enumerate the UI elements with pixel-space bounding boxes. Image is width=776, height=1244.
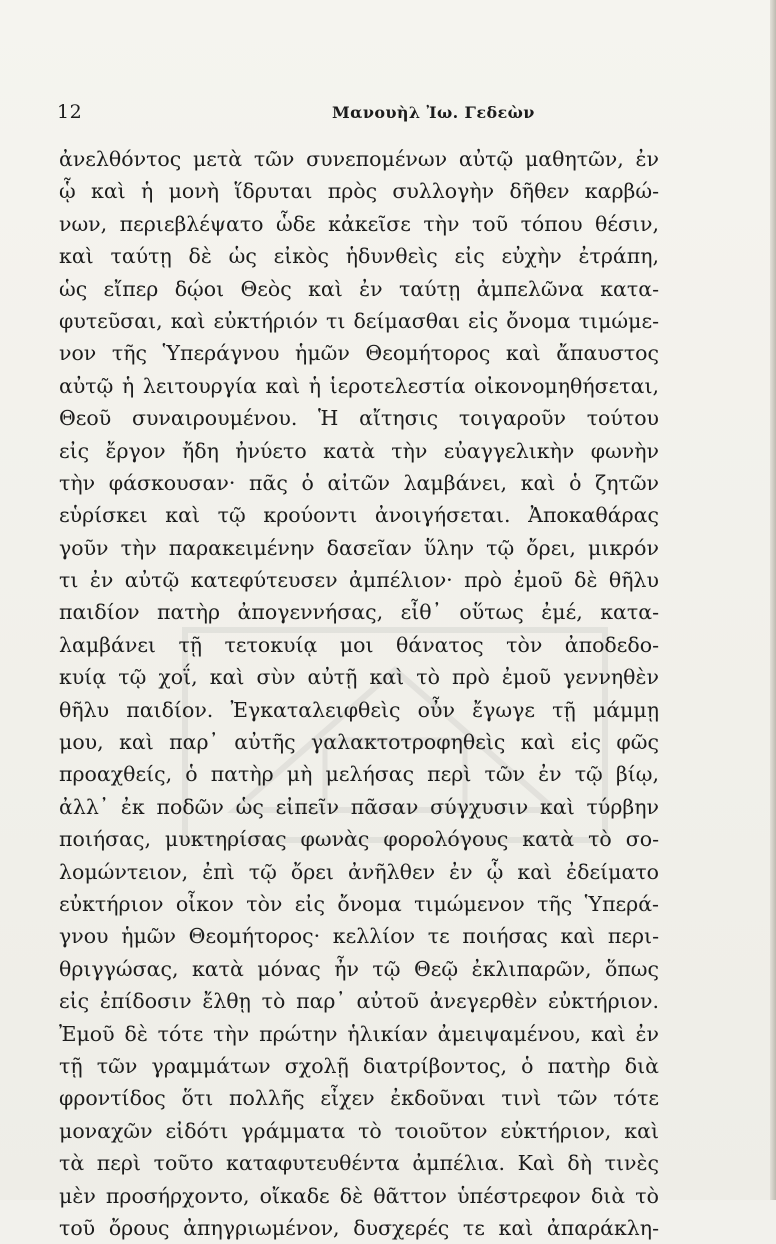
page-header [57, 101, 657, 127]
text-line: τὰ περὶ τοῦτο καταφυτευθέντα ἀμπέλια. Καὶ δὴ τινὲς [59, 1151, 659, 1176]
text-line: τῇ τῶν γραμμάτων σχολῇ διατρίβοντος, ὁ πατὴρ διὰ [59, 1053, 659, 1078]
text-line: Ἐμοῦ δὲ τότε τὴν πρώτην ἡλικίαν ἀμειψαμένου, καὶ ἐν [59, 1021, 659, 1046]
text-line: ἀνελθόντος μετὰ τῶν συνεπομένων αὐτῷ μαθητῶν, ἐν [59, 147, 659, 171]
text-line: τοῦ ὄρους ἀπηγριωμένον, δυσχερές τε καὶ ἀπαράκλη- [59, 1215, 659, 1240]
text-line: τι ἐν αὐτῷ κατεφύτευσεν ἀμπέλιον· πρὸ ἐμοῦ δὲ θῆλυ [59, 568, 659, 593]
text-line: μὲν προσήρχοντο, οἴκαδε δὲ θᾶττον ὑπέστρεφον διὰ τὸ [59, 1183, 659, 1208]
text-line: τὴν φάσκουσαν· πᾶς ὁ αἰτῶν λαμβάνει, καὶ ὁ ζητῶν [59, 470, 659, 495]
text-line: ᾧ καὶ ἡ μονὴ ἵδρυται πρὸς συλλογὴν δῆθεν καρβώ- [59, 179, 659, 204]
text-line: γνου ἡμῶν Θεομήτορος· κελλίον τε ποιήσας καὶ περι- [59, 924, 659, 949]
text-line: θῆλυ παιδίον. Ἐγκαταλειφθεὶς οὖν ἔγωγε τῇ μάμμῃ [59, 697, 659, 722]
text-line: παιδίον πατὴρ ἀπογεννήσας, εἶθ᾽ οὕτως ἐμέ, κατα- [59, 600, 659, 625]
text-line: γοῦν τὴν παρακειμένην δασεῖαν ὕλην τῷ ὄρει, μικρόν [59, 535, 659, 560]
text-line: ὡς εἴπερ δῴοι Θεὸς καὶ ἐν ταύτῃ ἀμπελῶνα κατα- [59, 276, 659, 301]
text-line: εἰς ἐπίδοσιν ἔλθῃ τὸ παρ᾽ αὐτοῦ ἀνεγερθὲν εὐκτήριον. [59, 989, 659, 1014]
text-line: ἀλλ᾽ ἐκ ποδῶν ὡς εἰπεῖν πᾶσαν σύγχυσιν καὶ τύρβην [59, 794, 659, 819]
text-line: νων, περιεβλέψατο ὧδε κἀκεῖσε τὴν τοῦ τόπου θέσιν, [59, 211, 659, 236]
text-line: εὑρίσκει καὶ τῷ κρούοντι ἀνοιγήσεται. Ἀποκαθάρας [59, 503, 659, 528]
running-head: Μανουὴλ Ἰω. Γεδεὼν [332, 103, 535, 122]
text-line: ποιήσας, μυκτηρίσας φωνὰς φορολόγους κατὰ τὸ σο- [59, 827, 659, 852]
text-line: μου, καὶ παρ᾽ αὐτῆς γαλακτοτροφηθεὶς καὶ εἰς φῶς [59, 730, 659, 755]
text-line: Θεοῦ συναιρουμένου. Ἡ αἴτησις τοιγαροῦν τούτου [59, 406, 659, 431]
page-edge [770, 0, 776, 1200]
body-text [59, 143, 659, 1244]
text-line: φροντίδος ὅτι πολλῆς εἶχεν ἐκδοῦναι τινὶ τῶν τότε [59, 1086, 659, 1111]
text-line: κυίᾳ τῷ χοΐ, καὶ σὺν αὐτῇ καὶ τὸ πρὸ ἐμοῦ γεννηθὲν [59, 665, 659, 690]
text-line: εὐκτήριον οἶκον τὸν εἰς ὄνομα τιμώμενον τῆς Ὑπερά- [59, 891, 659, 916]
page-number: 12 [57, 101, 83, 123]
text-line: εἰς ἔργον ἤδη ἠνύετο κατὰ τὴν εὐαγγελικὴν φωνὴν [59, 438, 659, 463]
text-line: αὐτῷ ἡ λειτουργία καὶ ἡ ἱεροτελεστία οἰκονομηθήσεται, [59, 373, 659, 398]
text-line: λαμβάνει τῇ τετοκυίᾳ μοι θάνατος τὸν ἀποδεδο- [59, 632, 659, 657]
text-line: καὶ ταύτῃ δὲ ὡς εἰκὸς ἡδυνθεὶς εἰς εὐχὴν ἐτράπη, [59, 244, 659, 269]
text-line: μοναχῶν εἰδότι γράμματα τὸ τοιοῦτον εὐκτήριον, καὶ [59, 1118, 659, 1143]
text-line: φυτεῦσαι, καὶ εὐκτήριόν τι δείμασθαι εἰς ὄνομα τιμώμε- [59, 308, 659, 333]
text-line: προαχθείς, ὁ πατὴρ μὴ μελήσας περὶ τῶν ἐν τῷ βίῳ, [59, 762, 659, 787]
text-line: νον τῆς Ὑπεράγνου ἡμῶν Θεομήτορος καὶ ἄπαυστος [59, 341, 659, 366]
text-line: θριγγώσας, κατὰ μόνας ἦν τῷ Θεῷ ἐκλιπαρῶν, ὅπως [59, 956, 659, 981]
text-line: λομώντειον, ἐπὶ τῷ ὄρει ἀνῆλθεν ἐν ᾧ καὶ ἐδείματο [59, 859, 659, 884]
